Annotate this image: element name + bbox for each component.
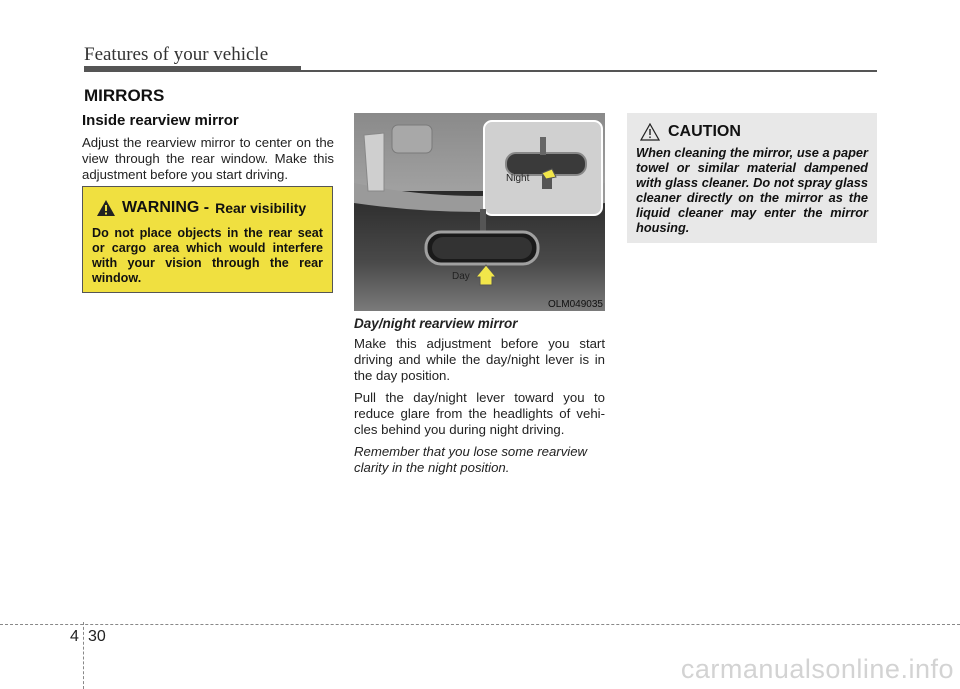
section-title: MIRRORS [84, 86, 165, 105]
header-title: Features of your vehicle [84, 44, 269, 65]
night-callout: Night [506, 173, 530, 184]
caution-triangle-icon [640, 123, 660, 141]
daynight-heading: Day/night rearview mirror [354, 316, 518, 331]
daynight-para1: Make this adjustment before you start driving and while the day/night lever is in the day position. [354, 336, 605, 383]
caution-text: When cleaning the mirror, use a paper towel or similar material dampened with glass cleaner. Do not spray glass cleaner directly on the mirror as the liquid cleaner may enter the mirror housing. [636, 145, 868, 235]
footer-divider [83, 622, 84, 689]
daynight-para2: Pull the day/night lever toward you to reduce glare from the headlights of vehi- cles behind you during night driving. [354, 390, 605, 437]
inside-mirror-heading: Inside rearview mirror [82, 112, 239, 129]
warning-triangle-icon [96, 199, 116, 217]
warning-subtitle: Rear visibility [215, 200, 307, 216]
warning-box [82, 186, 333, 293]
mirror-illustration [354, 113, 605, 311]
caution-box [627, 113, 877, 243]
figure-code: OLM049035 [547, 299, 603, 310]
caution-title: CAUTION [668, 123, 741, 140]
day-callout: Day [452, 271, 470, 282]
warning-title: WARNING - [122, 199, 210, 216]
warning-header [96, 199, 323, 217]
caution-header [640, 123, 868, 141]
chapter-number: 4 [70, 628, 79, 645]
header-rule-thin [301, 70, 877, 72]
warning-text: Do not place objects in the rear seat or cargo area which would interfere with your vision through the rear window. [92, 226, 323, 285]
daynight-section [354, 316, 605, 482]
daynight-note: Remember that you lose some rearview clarity in the night position. [354, 444, 588, 475]
header-rule [84, 66, 301, 72]
rearview-mirror-figure [354, 113, 605, 311]
inside-mirror-body: Adjust the rearview mirror to center on the view through the rear window. Make this adjustment before you start driving. [82, 135, 334, 182]
page-number: 30 [88, 628, 106, 645]
footer-rule [0, 624, 960, 625]
inside-mirror-section [82, 110, 334, 183]
watermark: carmanualsonline.info [680, 654, 954, 684]
